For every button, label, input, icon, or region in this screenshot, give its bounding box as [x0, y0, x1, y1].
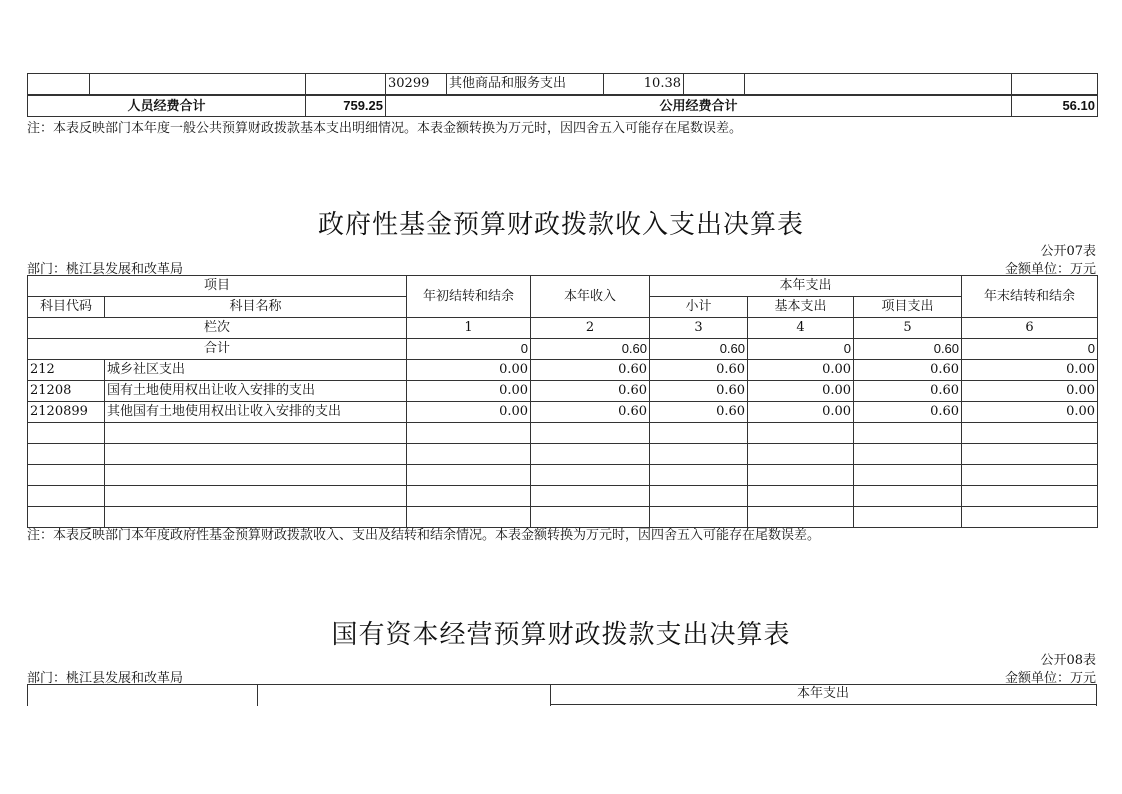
- column-index-label: 栏次: [28, 318, 407, 339]
- gov-fund-table: [27, 275, 1098, 528]
- personnel-total-value: 759.25: [306, 95, 386, 117]
- total-label: 合计: [28, 339, 407, 360]
- table2-title: 政府性基金预算财政拨款收入支出决算表: [317, 210, 804, 240]
- row-value: 0.60: [854, 402, 962, 423]
- table3-title: 国有资本经营预算财政拨款支出决算表: [331, 620, 791, 650]
- row-value: 0.00: [748, 402, 854, 423]
- table2-form-number: 公开07表: [1040, 244, 1096, 259]
- table-row: [28, 74, 1098, 96]
- basic-expense-table-fragment: [27, 73, 1098, 117]
- row-value: 0.00: [407, 360, 531, 381]
- empty-row: [28, 423, 1098, 444]
- row-code: 21208: [28, 381, 105, 402]
- header-income: 本年收入: [531, 276, 650, 318]
- table3-department: 部门：桃江县发展和改革局: [27, 671, 184, 686]
- total-value: 0: [962, 339, 1098, 360]
- total-value: 0.60: [531, 339, 650, 360]
- header-subtotal: 小计: [650, 297, 748, 318]
- personnel-total-label: 人员经费合计: [28, 95, 306, 117]
- row-value: 0.60: [650, 402, 748, 423]
- header-expense: 本年支出: [650, 276, 962, 297]
- state-capital-table-fragment: [27, 684, 1097, 706]
- row-value: 0.00: [748, 360, 854, 381]
- row-code: 212: [28, 360, 105, 381]
- table1-note: 注：本表反映部门本年度一般公共预算财政拨款基本支出明细情况。本表金额转换为万元时，因四舍五入可能存在尾数误差。: [27, 121, 743, 136]
- total-value: 0.60: [854, 339, 962, 360]
- total-row: [28, 95, 1098, 117]
- table3-form-number: 公开08表: [1040, 653, 1096, 668]
- header-project: 项目: [28, 276, 407, 297]
- table2-note: 注：本表反映部门本年度政府性基金预算财政拨款收入、支出及结转和结余情况。本表金额转换为万元时，因四舍五入可能存在尾数误差。: [27, 528, 821, 543]
- row-name: 国有土地使用权出让收入安排的支出: [105, 381, 407, 402]
- empty-row: [28, 486, 1098, 507]
- column-index-row: [28, 318, 1098, 339]
- row-value: 0.60: [650, 360, 748, 381]
- column-index: 5: [854, 318, 962, 339]
- row-value: 0.00: [407, 381, 531, 402]
- row-value: 0.60: [531, 360, 650, 381]
- table-row: [28, 381, 1098, 402]
- row-value: 0.00: [407, 402, 531, 423]
- column-index: 2: [531, 318, 650, 339]
- row-code: 2120899: [28, 402, 105, 423]
- row-value: 0.00: [962, 402, 1098, 423]
- empty-row: [28, 465, 1098, 486]
- expense-amount-cell: 10.38: [604, 74, 684, 96]
- header-code: 科目代码: [28, 297, 105, 318]
- expense-name-cell: 其他商品和服务支出: [447, 74, 604, 96]
- row-value: 0.60: [531, 381, 650, 402]
- table2-unit: 金额单位：万元: [1004, 262, 1096, 277]
- public-total-value: 56.10: [1012, 95, 1098, 117]
- public-total-label: 公用经费合计: [386, 95, 1012, 117]
- table2-department: 部门：桃江县发展和改革局: [27, 262, 184, 277]
- table3-header-expense: 本年支出: [796, 686, 849, 701]
- row-value: 0.60: [650, 381, 748, 402]
- header-begin-balance: 年初结转和结余: [407, 276, 531, 318]
- header-basic: 基本支出: [748, 297, 854, 318]
- row-name: 城乡社区支出: [105, 360, 407, 381]
- header-row: [28, 276, 1098, 297]
- empty-cell: [306, 74, 386, 96]
- header-end-balance: 年末结转和结余: [962, 276, 1098, 318]
- empty-cell: [1012, 74, 1098, 96]
- empty-row: [28, 444, 1098, 465]
- row-value: 0.60: [854, 381, 962, 402]
- column-index: 4: [748, 318, 854, 339]
- row-value: 0.60: [854, 360, 962, 381]
- total-value: 0: [407, 339, 531, 360]
- total-value: 0: [748, 339, 854, 360]
- empty-cell: [28, 74, 90, 96]
- row-value: 0.00: [748, 381, 854, 402]
- header-project-expense: 项目支出: [854, 297, 962, 318]
- column-index: 1: [407, 318, 531, 339]
- column-index: 3: [650, 318, 748, 339]
- header-name: 科目名称: [105, 297, 407, 318]
- row-value: 0.00: [962, 381, 1098, 402]
- total-row: [28, 339, 1098, 360]
- row-name: 其他国有土地使用权出让收入安排的支出: [105, 402, 407, 423]
- total-value: 0.60: [650, 339, 748, 360]
- empty-cell: [745, 74, 1012, 96]
- table-row: [28, 402, 1098, 423]
- row-value: 0.60: [531, 402, 650, 423]
- empty-cell: [684, 74, 745, 96]
- table3-unit: 金额单位：万元: [1004, 671, 1096, 686]
- expense-code-cell: 30299: [386, 74, 447, 96]
- row-value: 0.00: [962, 360, 1098, 381]
- column-index: 6: [962, 318, 1098, 339]
- table-row: [28, 360, 1098, 381]
- empty-cell: [90, 74, 306, 96]
